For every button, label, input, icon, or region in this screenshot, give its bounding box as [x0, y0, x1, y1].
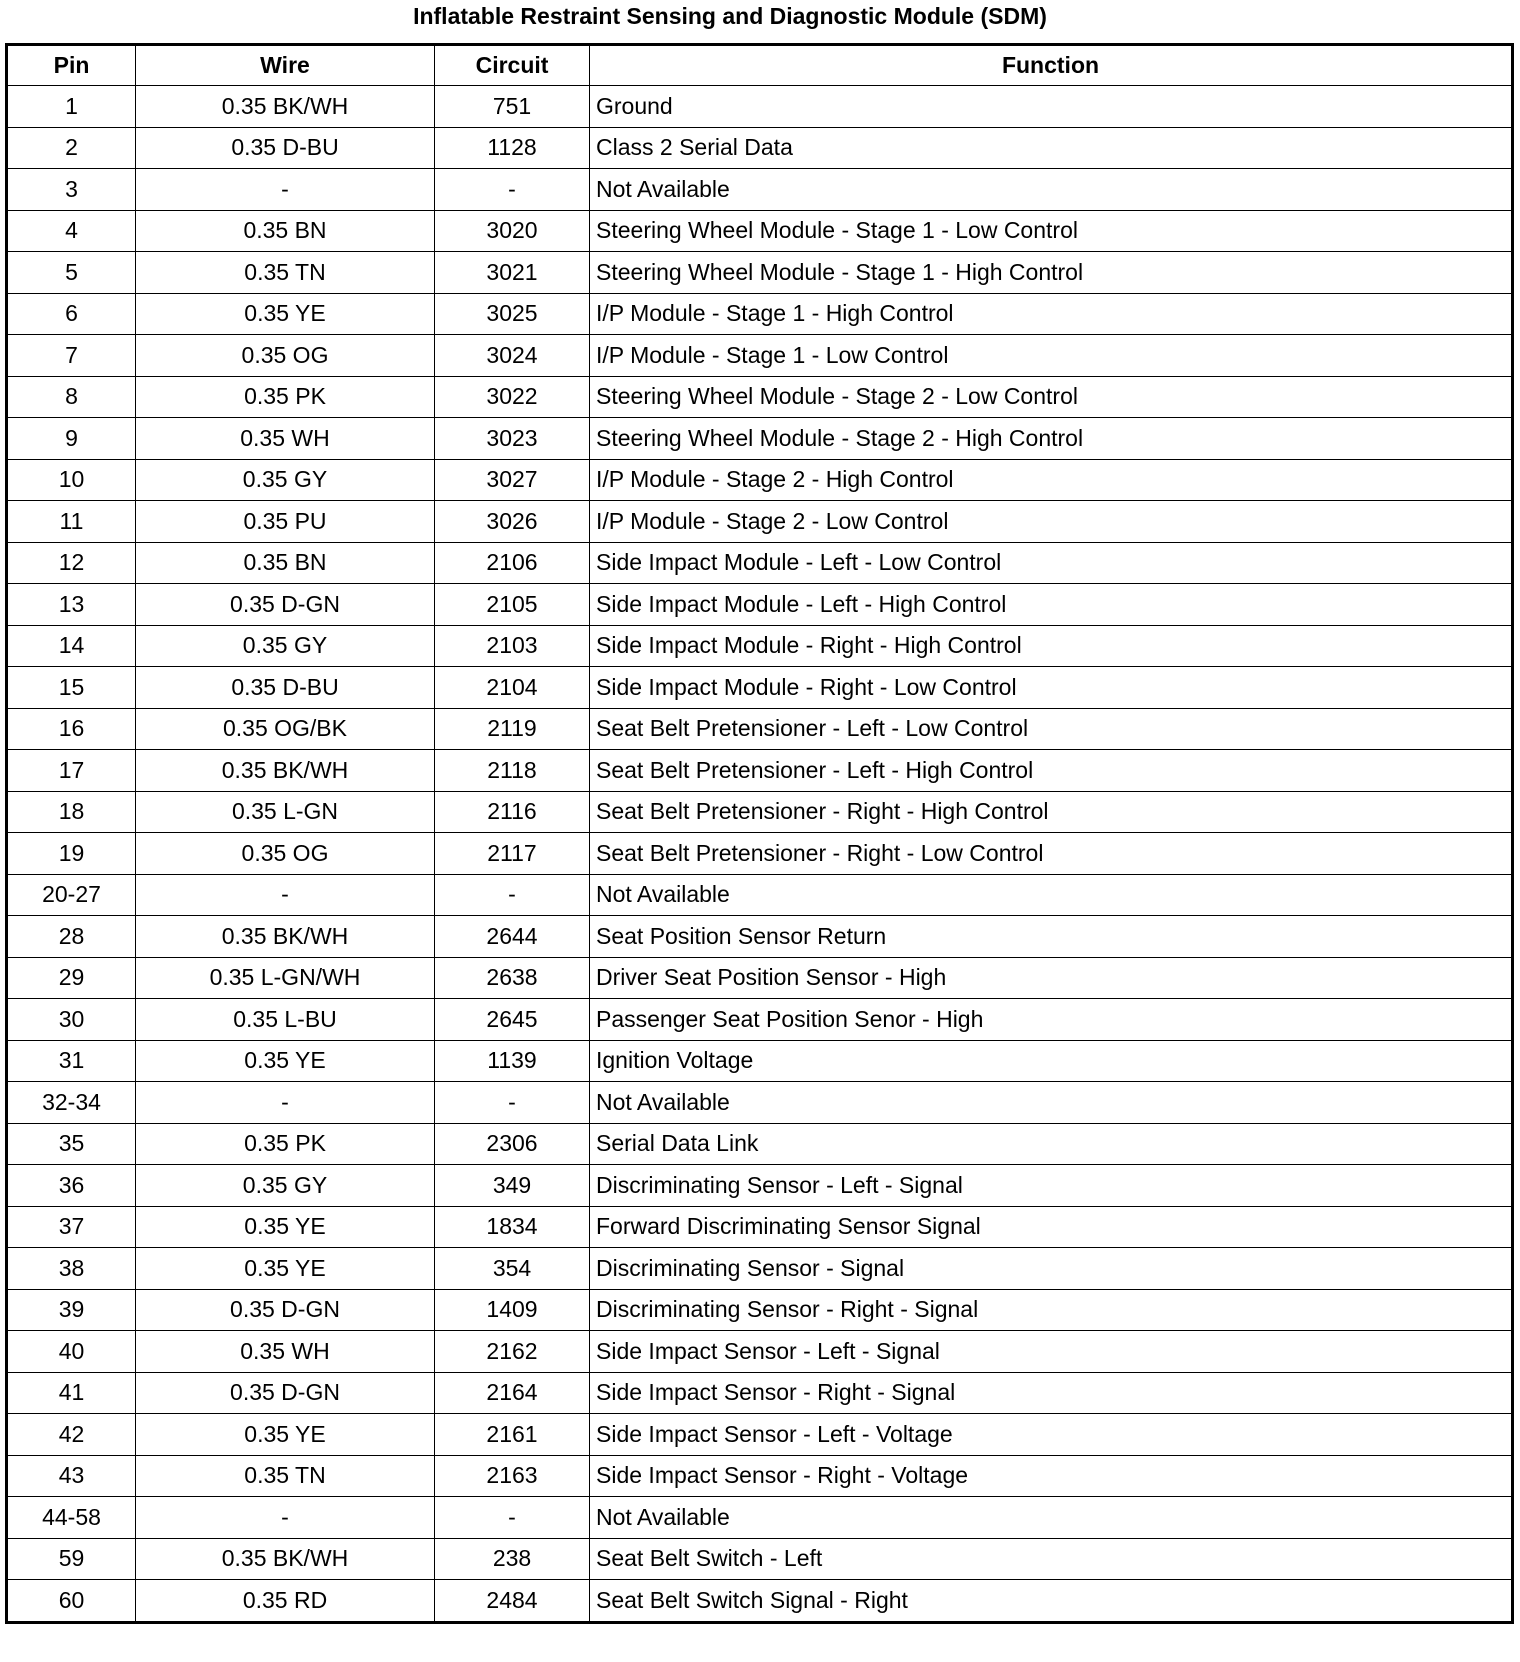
cell-circuit: 238	[435, 1538, 590, 1580]
cell-function: I/P Module - Stage 2 - Low Control	[590, 501, 1513, 543]
cell-circuit: 2117	[435, 833, 590, 875]
cell-wire: 0.35 TN	[136, 252, 435, 294]
cell-wire: -	[136, 1082, 435, 1124]
table-row	[7, 210, 1513, 252]
table-row	[7, 584, 1513, 626]
cell-circuit: 3020	[435, 210, 590, 252]
cell-pin: 60	[7, 1580, 136, 1623]
cell-circuit: 2162	[435, 1331, 590, 1373]
table-row	[7, 542, 1513, 584]
cell-pin: 59	[7, 1538, 136, 1580]
cell-circuit: 1409	[435, 1289, 590, 1331]
cell-wire: 0.35 OG	[136, 335, 435, 377]
cell-function: Discriminating Sensor - Right - Signal	[590, 1289, 1513, 1331]
cell-circuit: 1128	[435, 127, 590, 169]
header-wire: Wire	[136, 45, 435, 86]
cell-wire: 0.35 YE	[136, 1248, 435, 1290]
table-row	[7, 833, 1513, 875]
cell-circuit: 2638	[435, 957, 590, 999]
cell-wire: 0.35 GY	[136, 459, 435, 501]
cell-circuit: -	[435, 1497, 590, 1539]
cell-circuit: 2164	[435, 1372, 590, 1414]
cell-function: Seat Belt Pretensioner - Right - Low Control	[590, 833, 1513, 875]
cell-pin: 40	[7, 1331, 136, 1373]
cell-function: Seat Belt Pretensioner - Left - High Control	[590, 750, 1513, 792]
cell-wire: 0.35 BK/WH	[136, 1538, 435, 1580]
cell-function: I/P Module - Stage 2 - High Control	[590, 459, 1513, 501]
table-row	[7, 1165, 1513, 1207]
cell-function: Steering Wheel Module - Stage 2 - High Control	[590, 418, 1513, 460]
cell-circuit: 3024	[435, 335, 590, 377]
table-row	[7, 1414, 1513, 1456]
cell-circuit: 751	[435, 86, 590, 128]
cell-wire: -	[136, 1497, 435, 1539]
cell-circuit: 2105	[435, 584, 590, 626]
header-circuit: Circuit	[435, 45, 590, 86]
cell-wire: 0.35 YE	[136, 1206, 435, 1248]
table-row	[7, 1289, 1513, 1331]
cell-wire: -	[136, 169, 435, 211]
pinout-table	[5, 43, 1514, 1624]
cell-pin: 15	[7, 667, 136, 709]
table-row	[7, 293, 1513, 335]
header-function: Function	[590, 45, 1513, 86]
cell-pin: 39	[7, 1289, 136, 1331]
cell-circuit: 2106	[435, 542, 590, 584]
table-body	[7, 86, 1513, 1623]
table-row	[7, 1206, 1513, 1248]
cell-wire: 0.35 BN	[136, 210, 435, 252]
cell-circuit: 2161	[435, 1414, 590, 1456]
cell-wire: 0.35 GY	[136, 625, 435, 667]
cell-pin: 29	[7, 957, 136, 999]
cell-function: Discriminating Sensor - Left - Signal	[590, 1165, 1513, 1207]
cell-wire: 0.35 YE	[136, 1414, 435, 1456]
cell-function: Seat Position Sensor Return	[590, 916, 1513, 958]
cell-pin: 43	[7, 1455, 136, 1497]
cell-function: Side Impact Module - Right - High Control	[590, 625, 1513, 667]
cell-pin: 7	[7, 335, 136, 377]
table-row	[7, 1248, 1513, 1290]
table-row	[7, 127, 1513, 169]
cell-wire: 0.35 D-BU	[136, 127, 435, 169]
cell-circuit: 2644	[435, 916, 590, 958]
table-row	[7, 791, 1513, 833]
cell-pin: 17	[7, 750, 136, 792]
cell-circuit: 3022	[435, 376, 590, 418]
cell-function: Seat Belt Switch - Left	[590, 1538, 1513, 1580]
cell-wire: 0.35 YE	[136, 293, 435, 335]
cell-circuit: 3026	[435, 501, 590, 543]
cell-wire: 0.35 WH	[136, 418, 435, 460]
cell-function: Class 2 Serial Data	[590, 127, 1513, 169]
cell-circuit: 2118	[435, 750, 590, 792]
table-row	[7, 625, 1513, 667]
table-row	[7, 335, 1513, 377]
cell-pin: 12	[7, 542, 136, 584]
cell-wire: 0.35 D-GN	[136, 1372, 435, 1414]
cell-pin: 36	[7, 1165, 136, 1207]
table-row	[7, 750, 1513, 792]
cell-function: I/P Module - Stage 1 - High Control	[590, 293, 1513, 335]
cell-function: Steering Wheel Module - Stage 2 - Low Control	[590, 376, 1513, 418]
cell-wire: 0.35 TN	[136, 1455, 435, 1497]
cell-pin: 32-34	[7, 1082, 136, 1124]
header-pin: Pin	[7, 45, 136, 86]
cell-function: Driver Seat Position Sensor - High	[590, 957, 1513, 999]
cell-function: Ignition Voltage	[590, 1040, 1513, 1082]
cell-circuit: 349	[435, 1165, 590, 1207]
table-row	[7, 1040, 1513, 1082]
cell-function: Seat Belt Pretensioner - Right - High Control	[590, 791, 1513, 833]
cell-function: Seat Belt Switch Signal - Right	[590, 1580, 1513, 1623]
cell-circuit: 2645	[435, 999, 590, 1041]
cell-function: I/P Module - Stage 1 - Low Control	[590, 335, 1513, 377]
cell-pin: 30	[7, 999, 136, 1041]
cell-wire: 0.35 PK	[136, 1123, 435, 1165]
cell-function: Seat Belt Pretensioner - Left - Low Control	[590, 708, 1513, 750]
table-row	[7, 252, 1513, 294]
cell-pin: 19	[7, 833, 136, 875]
cell-wire: 0.35 BK/WH	[136, 750, 435, 792]
cell-function: Side Impact Sensor - Right - Signal	[590, 1372, 1513, 1414]
cell-wire: 0.35 L-GN/WH	[136, 957, 435, 999]
cell-circuit: 1139	[435, 1040, 590, 1082]
table-row	[7, 1538, 1513, 1580]
cell-circuit: 3021	[435, 252, 590, 294]
cell-pin: 18	[7, 791, 136, 833]
cell-pin: 4	[7, 210, 136, 252]
cell-wire: 0.35 L-BU	[136, 999, 435, 1041]
cell-wire: 0.35 BN	[136, 542, 435, 584]
table-row	[7, 1331, 1513, 1373]
table-row	[7, 667, 1513, 709]
cell-pin: 2	[7, 127, 136, 169]
table-row	[7, 874, 1513, 916]
cell-wire: 0.35 GY	[136, 1165, 435, 1207]
cell-circuit: 2163	[435, 1455, 590, 1497]
cell-pin: 35	[7, 1123, 136, 1165]
cell-circuit: 2306	[435, 1123, 590, 1165]
table-row	[7, 1082, 1513, 1124]
cell-pin: 28	[7, 916, 136, 958]
cell-circuit: 2116	[435, 791, 590, 833]
cell-pin: 16	[7, 708, 136, 750]
table-row	[7, 418, 1513, 460]
cell-function: Forward Discriminating Sensor Signal	[590, 1206, 1513, 1248]
cell-circuit: 2484	[435, 1580, 590, 1623]
cell-pin: 14	[7, 625, 136, 667]
cell-function: Not Available	[590, 1082, 1513, 1124]
cell-pin: 9	[7, 418, 136, 460]
cell-function: Serial Data Link	[590, 1123, 1513, 1165]
table-row	[7, 169, 1513, 211]
cell-wire: 0.35 D-BU	[136, 667, 435, 709]
cell-function: Discriminating Sensor - Signal	[590, 1248, 1513, 1290]
cell-pin: 11	[7, 501, 136, 543]
cell-circuit: 354	[435, 1248, 590, 1290]
cell-wire: 0.35 YE	[136, 1040, 435, 1082]
cell-wire: 0.35 L-GN	[136, 791, 435, 833]
cell-pin: 37	[7, 1206, 136, 1248]
cell-pin: 8	[7, 376, 136, 418]
table-header-row	[7, 45, 1513, 86]
cell-circuit: 2119	[435, 708, 590, 750]
cell-wire: 0.35 BK/WH	[136, 916, 435, 958]
table-row	[7, 999, 1513, 1041]
cell-wire: 0.35 PK	[136, 376, 435, 418]
table-row	[7, 916, 1513, 958]
cell-function: Steering Wheel Module - Stage 1 - High Control	[590, 252, 1513, 294]
cell-wire: 0.35 D-GN	[136, 1289, 435, 1331]
cell-function: Steering Wheel Module - Stage 1 - Low Control	[590, 210, 1513, 252]
cell-function: Not Available	[590, 1497, 1513, 1539]
table-row	[7, 957, 1513, 999]
table-row	[7, 501, 1513, 543]
cell-circuit: -	[435, 169, 590, 211]
cell-wire: 0.35 PU	[136, 501, 435, 543]
cell-pin: 10	[7, 459, 136, 501]
cell-function: Side Impact Module - Left - High Control	[590, 584, 1513, 626]
cell-wire: 0.35 OG	[136, 833, 435, 875]
cell-function: Ground	[590, 86, 1513, 128]
table-row	[7, 376, 1513, 418]
cell-function: Not Available	[590, 169, 1513, 211]
cell-circuit: -	[435, 1082, 590, 1124]
cell-circuit: -	[435, 874, 590, 916]
cell-function: Side Impact Sensor - Left - Voltage	[590, 1414, 1513, 1456]
pinout-table-container	[5, 43, 1514, 1624]
cell-wire: 0.35 D-GN	[136, 584, 435, 626]
cell-wire: 0.35 RD	[136, 1580, 435, 1623]
cell-wire: 0.35 WH	[136, 1331, 435, 1373]
table-row	[7, 1580, 1513, 1623]
cell-pin: 6	[7, 293, 136, 335]
cell-wire: -	[136, 874, 435, 916]
cell-function: Side Impact Module - Left - Low Control	[590, 542, 1513, 584]
cell-circuit: 3023	[435, 418, 590, 460]
cell-pin: 3	[7, 169, 136, 211]
cell-circuit: 2104	[435, 667, 590, 709]
cell-wire: 0.35 BK/WH	[136, 86, 435, 128]
table-row	[7, 1455, 1513, 1497]
table-row	[7, 459, 1513, 501]
table-row	[7, 1372, 1513, 1414]
cell-function: Not Available	[590, 874, 1513, 916]
cell-circuit: 3027	[435, 459, 590, 501]
cell-function: Passenger Seat Position Senor - High	[590, 999, 1513, 1041]
cell-pin: 41	[7, 1372, 136, 1414]
cell-pin: 13	[7, 584, 136, 626]
cell-function: Side Impact Sensor - Left - Signal	[590, 1331, 1513, 1373]
cell-circuit: 2103	[435, 625, 590, 667]
cell-pin: 31	[7, 1040, 136, 1082]
table-row	[7, 708, 1513, 750]
cell-pin: 5	[7, 252, 136, 294]
table-row	[7, 1123, 1513, 1165]
cell-circuit: 3025	[435, 293, 590, 335]
cell-circuit: 1834	[435, 1206, 590, 1248]
cell-pin: 42	[7, 1414, 136, 1456]
table-row	[7, 1497, 1513, 1539]
cell-wire: 0.35 OG/BK	[136, 708, 435, 750]
cell-pin: 1	[7, 86, 136, 128]
page-title: Inflatable Restraint Sensing and Diagnostic Module (SDM)	[413, 3, 1047, 29]
table-row	[7, 86, 1513, 128]
cell-function: Side Impact Sensor - Right - Voltage	[590, 1455, 1513, 1497]
cell-pin: 38	[7, 1248, 136, 1290]
cell-function: Side Impact Module - Right - Low Control	[590, 667, 1513, 709]
cell-pin: 44-58	[7, 1497, 136, 1539]
cell-pin: 20-27	[7, 874, 136, 916]
